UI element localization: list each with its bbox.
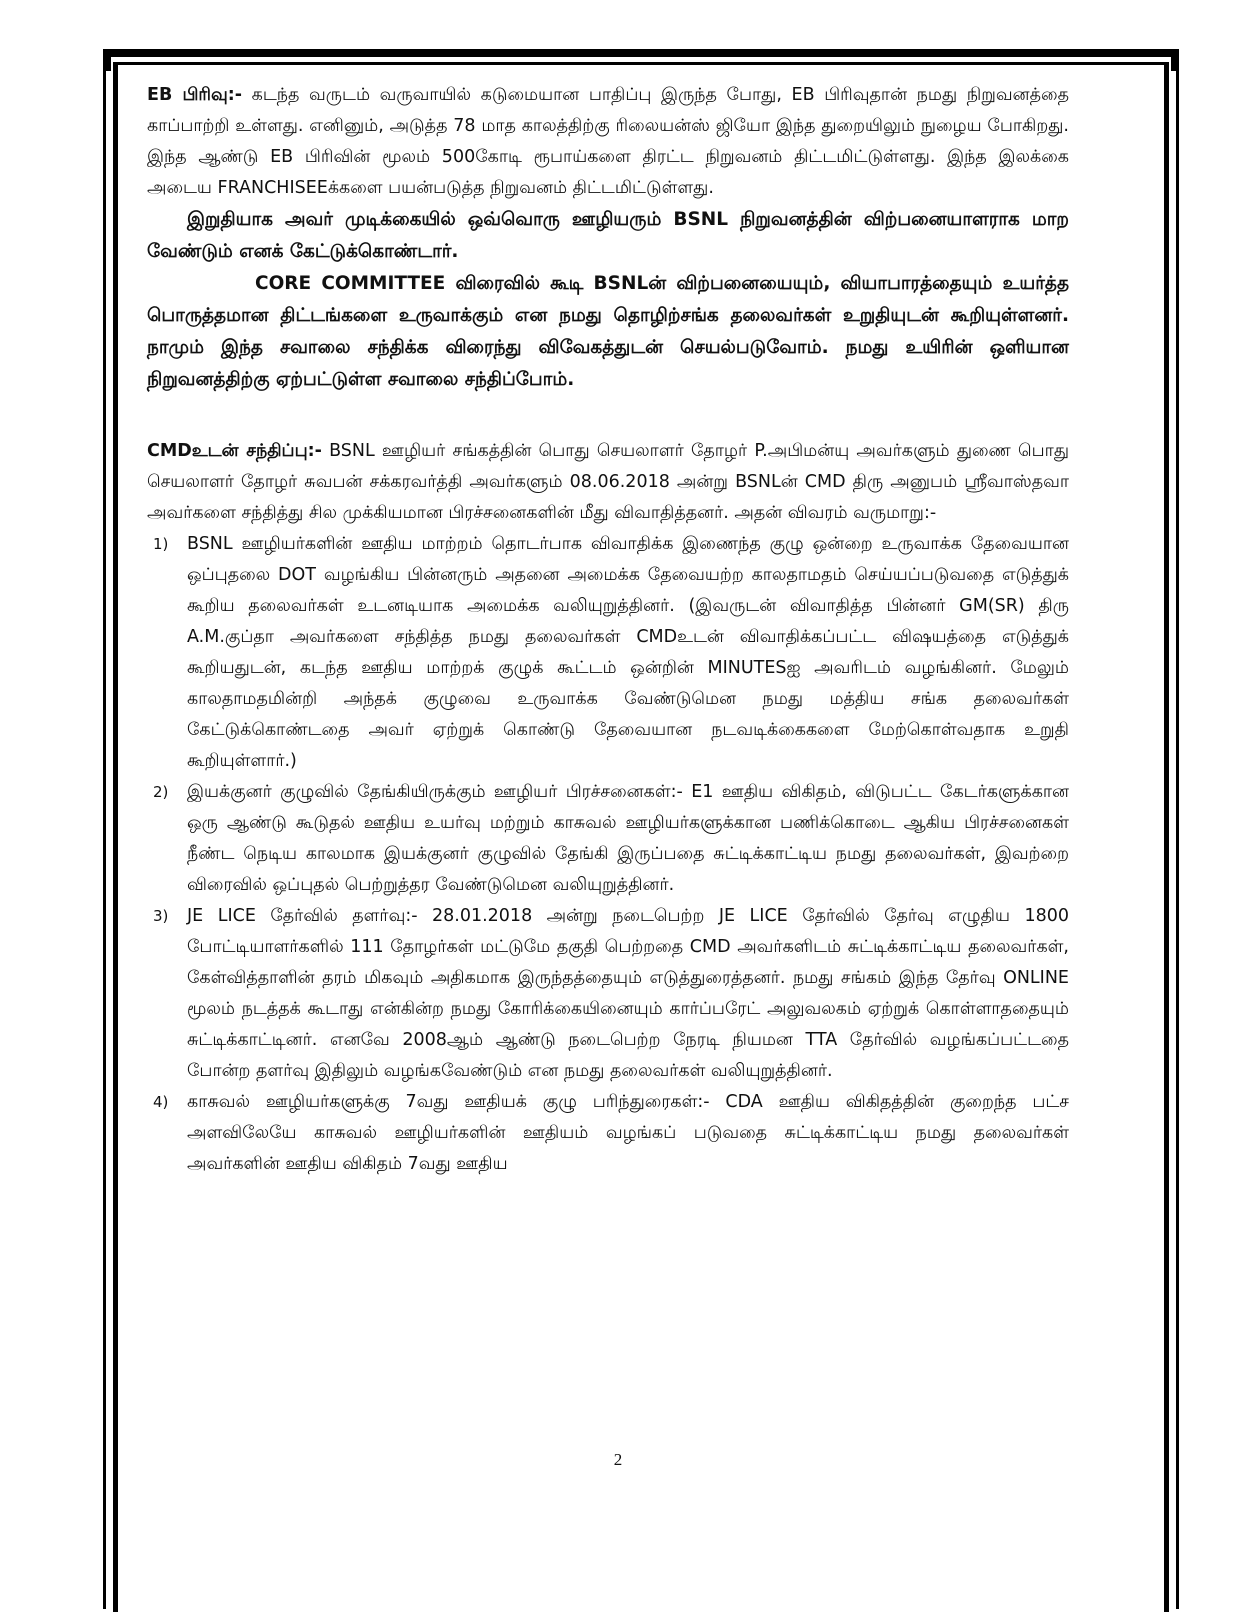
list-item xyxy=(147,777,1069,901)
eb-section-paragraph xyxy=(147,80,1069,204)
list-item xyxy=(147,529,1069,777)
list-item-text: இயக்குனர் குழுவில் தேங்கியிருக்கும் ஊழியர் பிரச்சனைகள்:- E1 ஊதிய விகிதம், விடுபட்ட கேடர்களுக்கான ஒரு ஆண்டு கூடுதல் ஊதிய உயர்வு மற்றும் காசுவல் ஊழியர்களுக்கான பணிக்கொடை ஆகிய பிரச்சனைகள் நீண்ட நெடிய காலமாக இயக்குனர் குழுவில் தேங்கி இருப்பதை சுட்டிக்காட்டிய நமது தலைவர்கள், இவற்றை விரைவில் ஒப்புதல் பெற்றுத்தர வேண்டுமென வலியுறுத்தினர். xyxy=(187,782,1069,895)
list-item-number: 1) xyxy=(153,535,169,553)
eb-section-text: கடந்த வருடம் வருவாயில் கடுமையான பாதிப்பு இருந்த போது, EB பிரிவுதான் நமது நிறுவனத்தை காப்பாற்றி உள்ளது. எனினும், அடுத்த 78 மாத காலத்திற்கு ரிலையன்ஸ் ஜியோ இந்த துறையிலும் நுழைய போகிறது. இந்த ஆண்டு EB பிரிவின் மூலம் 500கோடி ரூபாய்களை திரட்ட நிறுவனம் திட்டமிட்டுள்ளது. இந்த இலக்கை அடைய FRANCHISEEக்களை பயன்படுத்த நிறுவனம் திட்டமிட்டுள்ளது. xyxy=(147,85,1069,198)
list-item-text: காசுவல் ஊழியர்களுக்கு 7வது ஊதியக் குழு பரிந்துரைகள்:- CDA ஊதிய விகிதத்தின் குறைந்த பட்ச அளவிலேயே காசுவல் ஊழியர்களின் ஊதியம் வழங்கப் படுவதை சுட்டிக்காட்டிய நமது தலைவர்கள் அவர்களின் ஊதிய விகிதம் 7வது ஊதிய xyxy=(187,1092,1069,1174)
list-item-number: 2) xyxy=(153,783,169,801)
core-committee-paragraph: CORE COMMITTEE விரைவில் கூடி BSNLன் விற்பனையையும், வியாபாரத்தையும் உயர்த்த பொருத்தமான திட்டங்களை உருவாக்கும் என நமது தொழிற்சங்க தலைவர்கள் உறுதியுடன் கூறியுள்ளனர். நாமும் இந்த சவாலை சந்திக்க விரைந்து விவேகத்துடன் செயல்படுவோம். நமது உயிரின் ஒளியான நிறுவனத்திற்கு ஏற்பட்டுள்ள சவாலை சந்திப்போம். xyxy=(147,273,1069,390)
border-corner-right xyxy=(1157,49,1179,71)
discussion-items-list xyxy=(147,529,1069,1180)
list-item xyxy=(147,901,1069,1087)
closing-paragraph: இறுதியாக அவர் முடிக்கையில் ஒவ்வொரு ஊழியரும் BSNL நிறுவனத்தின் விற்பனையாளராக மாற வேண்டும் எனக் கேட்டுக்கொண்டார். xyxy=(147,209,1069,262)
list-item-text: JE LICE தேர்வில் தளர்வு:- 28.01.2018 அன்று நடைபெற்ற JE LICE தேர்வில் தேர்வு எழுதிய 1800 போட்டியாளர்களில் 111 தோழர்கள் மட்டுமே தகுதி பெற்றதை CMD அவர்களிடம் சுட்டிக்காட்டிய தலைவர்கள், கேள்வித்தாளின் தரம் மிகவும் அதிகமாக இருந்தத்தையும் எடுத்துரைத்தனர். நமது சங்கம் இந்த தேர்வு ONLINE மூலம் நடத்தக் கூடாது என்கின்ற நமது கோரிக்கையினையும் கார்ப்பரேட் அலுவலகம் ஏற்றுக் கொள்ளாததையும் சுட்டிக்காட்டினர். எனவே 2008ஆம் ஆண்டு நடைபெற்ற நேரடி நியமன TTA தேர்வில் வழங்கப்பட்டதை போன்ற தளர்வு இதிலும் வழங்கவேண்டும் என நமது தலைவர்கள் வலியுறுத்தினர். xyxy=(187,906,1069,1081)
cmd-section-text: BSNL ஊழியர் சங்கத்தின் பொது செயலாளர் தோழர் P.அபிமன்யு அவர்களும் துணை பொது செயலாளர் தோழர் சுவபன் சக்கரவர்த்தி அவர்களும் 08.06.2018 அன்று BSNLன் CMD திரு அனுபம் ஸ்ரீவாஸ்தவா அவர்களை சந்தித்து சில முக்கியமான பிரச்சனைகளின் மீது விவாதித்தனர். அதன் விவரம் வருமாறு:- xyxy=(147,441,1069,523)
border-corner-left xyxy=(103,49,125,71)
list-item-number: 4) xyxy=(153,1093,169,1111)
page-number: 2 xyxy=(613,1450,623,1469)
eb-section-label: EB பிரிவு:- xyxy=(147,85,243,105)
cmd-section-paragraph xyxy=(147,436,1069,529)
list-item-text: BSNL ஊழியர்களின் ஊதிய மாற்றம் தொடர்பாக விவாதிக்க இணைந்த குழு ஒன்றை உருவாக்க தேவையான ஒப்புதலை DOT வழங்கிய பின்னரும் அதனை அமைக்க தேவையற்ற காலதாமதம் செய்யப்படுவதை எடுத்துக் கூறிய தலைவர்கள் உடனடியாக அமைக்க வலியுறுத்தினர். (இவருடன் விவாதித்த பின்னர் GM(SR) திரு A.M.குப்தா அவர்களை சந்தித்த நமது தலைவர்கள் CMDஉடன் விவாதிக்கப்பட்ட விஷயத்தை எடுத்துக் கூறியதுடன், கடந்த ஊதிய மாற்றக் குழுக் கூட்டம் ஒன்றின் MINUTESஐ அவரிடம் வழங்கினர். மேலும் காலதாமதமின்றி அந்தக் குழுவை உருவாக்க வேண்டுமென நமது மத்திய சங்க தலைவர்கள் கேட்டுக்கொண்டதை அவர் ஏற்றுக் கொண்டு தேவையான நடவடிக்கைகளை மேற்கொள்வதாக உறுதி கூறியுள்ளார்.) xyxy=(187,534,1069,771)
list-item-number: 3) xyxy=(153,907,169,925)
page-content xyxy=(147,80,1069,1180)
list-item xyxy=(147,1087,1069,1180)
cmd-section-label: CMDஉடன் சந்திப்பு:- xyxy=(147,441,322,461)
section-gap xyxy=(147,396,1069,436)
